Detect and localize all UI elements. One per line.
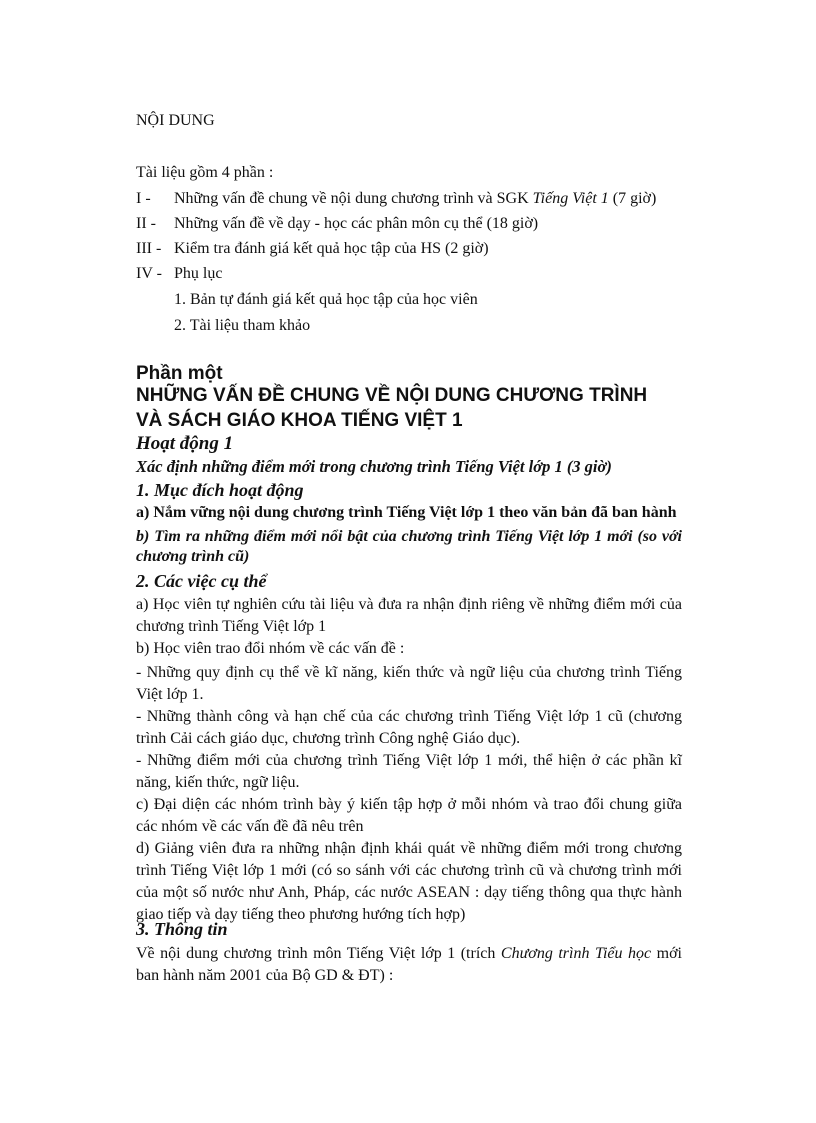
part-title: NHỮNG VẤN ĐỀ CHUNG VỀ NỘI DUNG CHƯƠNG TRÌNH <box>136 385 648 406</box>
section-title: 1. Mục đích hoạt động <box>136 480 304 500</box>
part-title: VÀ SÁCH GIÁO KHOA TIẾNG VIỆT 1 <box>136 410 463 431</box>
toc-number: III - <box>136 240 162 257</box>
toc-item: IV - Phụ lục <box>136 265 223 282</box>
info-paragraph: Về nội dung chương trình môn Tiếng Việt lớp 1 (trích Chương trình Tiểu học mới ban hành năm 2001 của Bộ GD & ĐT) : <box>136 945 682 984</box>
goal-b: b) Tìm ra những điểm mới nổi bật của chương trình Tiếng Việt lớp 1 mới (so với chương trình cũ) <box>136 528 682 565</box>
toc-number: I - <box>136 190 151 207</box>
appendix-item: 2. Tài liệu tham khảo <box>174 317 311 334</box>
contents-heading: NỘI DUNG <box>136 112 215 129</box>
section-title: 2. Các việc cụ thể <box>136 571 267 591</box>
task-paragraph: d) Giảng viên đưa ra những nhận định khái quát về những điểm mới trong chương trình Tiếng Việt lớp 1 mới (có so sánh với các chương trình cũ và chương trình mới của một số nước như Anh, Pháp, các nước ASEAN : dạy tiếng thông qua thực hành giao tiếp và dạy tiếng theo phương hướng tích hợp) <box>136 840 682 923</box>
section-title: 3. Thông tin <box>136 919 228 939</box>
task-paragraph: - Những thành công và hạn chế của các chương trình Tiếng Việt lớp 1 cũ (chương trình Cải cách giáo dục, chương trình Công nghệ Giáo dục). <box>136 708 682 747</box>
toc-number: IV - <box>136 265 162 282</box>
task-paragraph: a) Học viên tự nghiên cứu tài liệu và đưa ra nhận định riêng về những điểm mới của chương trình Tiếng Việt lớp 1 <box>136 596 682 635</box>
toc-item: I - Những vấn đề chung về nội dung chương trình và SGK Tiếng Việt 1 (7 giờ) <box>136 190 657 207</box>
toc-item: III - Kiểm tra đánh giá kết quả học tập của HS (2 giờ) <box>136 240 489 257</box>
task-paragraph: - Những quy định cụ thể về kĩ năng, kiến thức và ngữ liệu của chương trình Tiếng Việt lớp 1. <box>136 664 682 703</box>
goal-a: a) Nắm vững nội dung chương trình Tiếng Việt lớp 1 theo văn bản đã ban hành <box>136 504 677 521</box>
task-paragraph: c) Đại diện các nhóm trình bày ý kiến tập hợp ở mỗi nhóm và trao đổi chung giữa các nhóm về các vấn đề đã nêu trên <box>136 796 682 835</box>
task-paragraph: b) Học viên trao đổi nhóm về các vấn đề : <box>136 640 405 657</box>
task-paragraph: - Những điểm mới của chương trình Tiếng Việt lớp 1 mới, thể hiện ở các phần kĩ năng, kiến thức, ngữ liệu. <box>136 752 682 791</box>
appendix-item: 1. Bản tự đánh giá kết quả học tập của học viên <box>174 291 478 308</box>
toc-item: II - Những vấn đề về dạy - học các phân môn cụ thể (18 giờ) <box>136 215 539 232</box>
activity-subtitle: Xác định những điểm mới trong chương trình Tiếng Việt lớp 1 (3 giờ) <box>136 457 612 476</box>
toc-number: II - <box>136 215 156 232</box>
part-label: Phần một <box>136 363 223 384</box>
activity-title: Hoạt động 1 <box>136 433 234 454</box>
intro-text: Tài liệu gồm 4 phần : <box>136 164 274 181</box>
